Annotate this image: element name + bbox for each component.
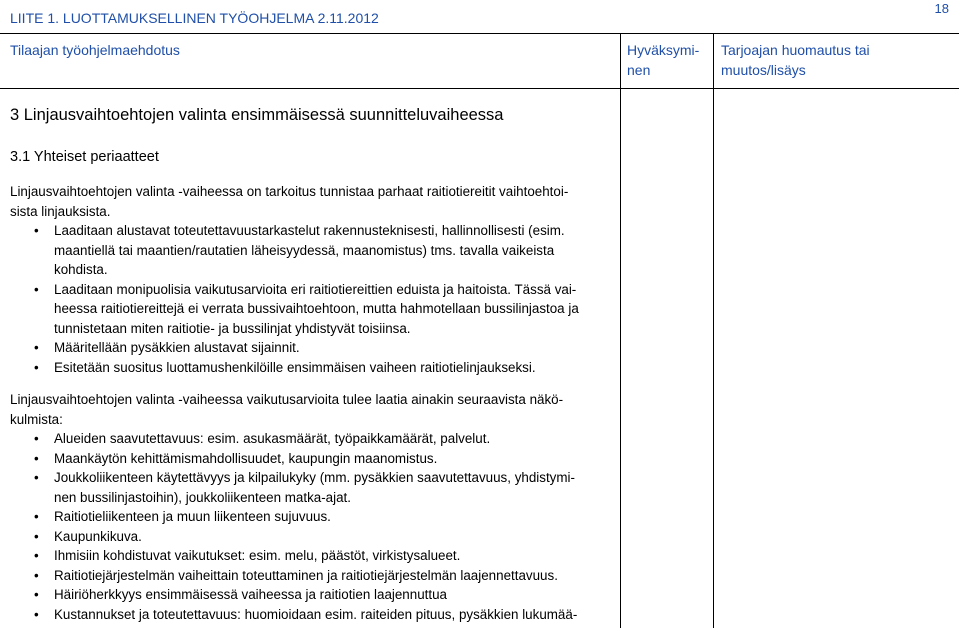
column-header-client: Tilaajan työohjelmaehdotus <box>10 42 180 58</box>
page-number: 18 <box>934 1 949 16</box>
assessment-paragraph <box>10 390 620 429</box>
bullet-icon: • <box>34 450 39 466</box>
bullet-icon: • <box>34 223 39 238</box>
list-item: • Joukkoliikenteen käytettävyys ja kilpailukyky (mm. pysäkkien saavutettavuus, yhdistymi- nen bussilinjastoihin), joukkoliikenteen matka-ajat. <box>34 470 575 505</box>
list-item: • Ihmisiin kohdistuvat vaikutukset: esim. melu, päästöt, virkistysalueet. <box>10 546 620 566</box>
intro-line: Linjausvaihtoehtojen valinta -vaiheessa on tarkoitus tunnistaa parhaat raitiotiereitit vaihtoehtoi- <box>10 184 569 199</box>
viewpoints-list <box>10 429 620 624</box>
list-item: • Häiriöherkkyys ensimmäisessä vaiheessa ja raitiotien laajennuttua <box>10 585 620 605</box>
bullet-icon: • <box>34 340 39 355</box>
bullet-icon: • <box>34 548 39 563</box>
list-item: • Esitetään suositus luottamushenkilöille ensimmäisen vaiheen raitiotielinjaukseksi. <box>10 358 620 378</box>
bullet-icon: • <box>34 359 39 375</box>
list-item: • Määritellään pysäkkien alustavat sijainnit. <box>10 338 620 358</box>
assessment-line: kulmista: <box>10 411 63 427</box>
column-header-approval-line1: Hyväksymi- <box>627 42 700 58</box>
bullet-icon: • <box>34 528 39 544</box>
column-divider-2 <box>713 33 714 628</box>
principles-list <box>10 221 620 377</box>
bullet-icon: • <box>34 606 39 622</box>
bullet-icon: • <box>34 509 39 524</box>
bullet-icon: • <box>34 281 39 297</box>
list-item: • Raitiotiejärjestelmän vaiheittain toteuttaminen ja raitiotiejärjestelmän laajennettavuus. <box>10 566 620 586</box>
list-item: • Alueiden saavutettavuus: esim. asukasmäärät, työpaikkamäärät, palvelut. <box>10 429 620 449</box>
assessment-line: Linjausvaihtoehtojen valinta -vaiheessa vaikutusarvioita tulee laatia ainakin seuraavista näkö- <box>10 392 564 407</box>
bullet-icon: • <box>34 431 39 446</box>
bullet-icon: • <box>34 567 39 583</box>
document-header-title: LIITE 1. LUOTTAMUKSELLINEN TYÖOHJELMA 2.11.2012 <box>10 10 379 26</box>
column-header-bidder-line1: Tarjoajan huomautus tai <box>721 42 870 58</box>
column-header-approval-line2: nen <box>627 62 651 78</box>
column-divider-1 <box>620 33 621 628</box>
list-item: • Kustannukset ja toteutettavuus: huomioidaan esim. raiteiden pituus, pysäkkien lukumää- <box>10 605 620 625</box>
list-item: • Maankäytön kehittämismahdollisuudet, kaupungin maanomistus. <box>10 449 620 469</box>
list-item: • Kaupunkikuva. <box>10 527 620 547</box>
bullet-icon: • <box>34 587 39 602</box>
intro-line: sista linjauksista. <box>10 203 111 219</box>
section-heading: 3 Linjausvaihtoehtojen valinta ensimmäisessä suunnitteluvaiheessa <box>10 106 504 124</box>
bullet-icon: • <box>34 470 39 485</box>
list-item: • Laaditaan monipuolisia vaikutusarvioita eri raitiotiereittien eduista ja haitoista. Tässä vai- heessa raitiotiereittejä ei verrata bussivaihtoehtoon, mutta hahmotellaan bussilinjastoa ja tunnistetaan miten raitiotie- ja bussilinjat yhdistyvät toisiinsa. <box>34 281 579 336</box>
intro-paragraph <box>10 182 620 221</box>
header-rule-bottom <box>0 88 959 89</box>
column-header-bidder-line2: muutos/lisäys <box>721 62 806 78</box>
list-item: • Raitiotieliikenteen ja muun liikenteen sujuvuus. <box>10 507 620 527</box>
header-rule-top <box>0 33 959 34</box>
list-item: • Laaditaan alustavat toteutettavuustarkastelut rakennusteknisesti, hallinnollisesti (esim. maantiellä tai maantien/rautatien läheisyydessä, maanomistus) tms. tavalla vaikeista kohdista. <box>34 223 565 277</box>
subsection-heading: 3.1 Yhteiset periaatteet <box>10 149 159 165</box>
